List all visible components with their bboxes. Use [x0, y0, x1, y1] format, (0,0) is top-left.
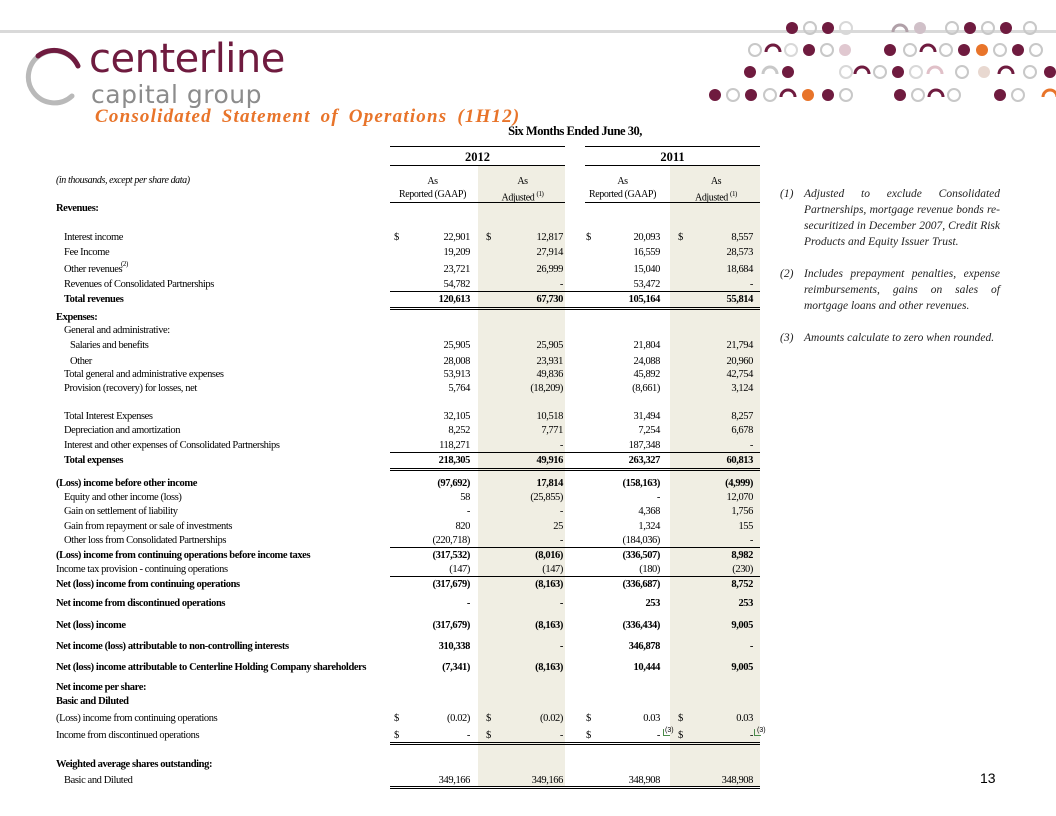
table-cell: 263,327	[628, 455, 660, 466]
row-label: (Loss) income from continuing operations before income taxes	[56, 550, 311, 561]
table-row	[0, 478, 770, 492]
table-cell: -	[559, 598, 563, 609]
table-row	[0, 203, 770, 217]
table-cell: 10,518	[536, 411, 563, 422]
table-cell: 349,166	[531, 775, 563, 786]
table-cell: 25	[553, 521, 563, 532]
table-cell: 4,368	[638, 506, 660, 517]
table-row	[0, 550, 770, 564]
table-cell: 27,914	[536, 247, 563, 258]
footnote-ref: (1)	[536, 190, 544, 198]
row-label: Revenues of Consolidated Partnerships	[64, 279, 214, 290]
table-row	[0, 325, 770, 339]
table-cell: -	[749, 279, 753, 290]
row-label: Net income per share:	[56, 682, 147, 693]
table-cell: 28,008	[443, 356, 470, 367]
table-cell: 49,836	[536, 369, 563, 380]
table-cell: 346,878	[628, 641, 660, 652]
table-cell: 21,794	[726, 340, 753, 351]
table-row	[0, 383, 770, 397]
table-cell: 53,472	[633, 279, 660, 290]
table-cell: (180)	[639, 564, 660, 575]
currency-symbol: $	[486, 730, 491, 741]
currency-symbol: $	[678, 232, 683, 243]
table-cell: (147)	[542, 564, 563, 575]
row-label: Provision (recovery) for losses, net	[64, 383, 197, 394]
col-header-line1: As	[427, 176, 438, 187]
table-cell: (7,341)	[442, 662, 470, 673]
rule	[585, 146, 760, 147]
page-number: 13	[980, 770, 996, 786]
table-cell: 105,164	[628, 294, 660, 305]
table-cell: 1,756	[731, 506, 753, 517]
row-label: Expenses:	[56, 312, 98, 323]
row-label: Other loss from Consolidated Partnerships	[64, 535, 227, 546]
table-row	[0, 369, 770, 383]
currency-symbol: $	[586, 713, 591, 724]
table-cell: 8,252	[448, 425, 470, 436]
table-cell: -	[466, 506, 470, 517]
table-cell: 820	[455, 521, 470, 532]
row-label: Income from discontinued operations	[56, 730, 200, 741]
table-cell: 118,271	[439, 440, 470, 451]
table-cell: (336,687)	[622, 579, 660, 590]
table-cell: (147)	[449, 564, 470, 575]
table-cell: 19,209	[443, 247, 470, 258]
table-row	[0, 312, 770, 326]
table-row	[0, 506, 770, 520]
table-cell: 0.03	[736, 713, 753, 724]
table-cell: -	[656, 730, 660, 741]
footnote-item	[780, 186, 1000, 250]
table-cell: 12,817	[536, 232, 563, 243]
rule	[390, 468, 760, 471]
rule	[390, 452, 760, 453]
table-row	[0, 294, 770, 308]
footnote-marker: (3)	[665, 727, 674, 734]
table-cell: -	[559, 535, 563, 546]
col-header-text: Adjusted	[695, 192, 728, 204]
footnote-item	[780, 266, 1000, 314]
table-row	[0, 759, 770, 773]
table-cell: 8,752	[731, 579, 753, 590]
table-cell: 15,040	[633, 264, 660, 275]
table-cell: 67,730	[536, 294, 563, 305]
table-cell: -	[466, 598, 470, 609]
table-cell: (336,507)	[622, 550, 660, 561]
table-cell: 24,088	[633, 356, 660, 367]
slide-title: Consolidated Statement of Operations (1H12)	[95, 106, 521, 127]
table-cell: 25,905	[443, 340, 470, 351]
table-cell: (317,679)	[432, 620, 470, 631]
table-cell: 155	[738, 521, 753, 532]
units-note: (in thousands, except per share data)	[56, 175, 190, 186]
row-label: (Loss) income from continuing operations	[56, 713, 218, 724]
row-label: Revenues:	[56, 203, 99, 214]
row-label: Gain on settlement of liability	[64, 506, 178, 517]
table-cell: 12,070	[726, 492, 753, 503]
col-header-reported-2012	[390, 175, 475, 201]
table-row	[0, 662, 770, 676]
table-row	[0, 356, 770, 370]
table-cell: 253	[738, 598, 753, 609]
row-label: Depreciation and amortization	[64, 425, 181, 436]
table-row	[0, 620, 770, 634]
table-cell: 120,613	[438, 294, 470, 305]
table-cell: 17,814	[536, 478, 563, 489]
footnotes	[780, 186, 1000, 362]
table-cell: (0.02)	[447, 713, 470, 724]
col-header-adjusted-2011	[672, 175, 760, 204]
table-cell: 26,999	[536, 264, 563, 275]
table-cell: -	[749, 730, 753, 741]
table-cell: -	[559, 440, 563, 451]
col-header-adjusted-2012	[480, 175, 565, 204]
row-label: General and administrative:	[64, 325, 170, 336]
table-cell: -	[559, 730, 563, 741]
table-row	[0, 696, 770, 710]
row-label: Equity and other income (loss)	[64, 492, 182, 503]
row-label: Total general and administrative expenses	[64, 369, 224, 380]
table-cell: (8,163)	[535, 620, 563, 631]
row-label: Other revenues	[64, 264, 123, 275]
table-cell: 10,444	[633, 662, 660, 673]
rule	[390, 146, 565, 147]
col-header-text: Reported (GAAP)	[398, 189, 467, 200]
table-cell: 28,573	[726, 247, 753, 258]
currency-symbol: $	[678, 730, 683, 741]
row-label: Net income (loss) attributable to non-controlling interests	[56, 641, 289, 652]
col-header-line2	[390, 188, 475, 201]
table-cell: 18,684	[726, 264, 753, 275]
footnote-text: Amounts calculate to zero when rounded.	[804, 332, 995, 344]
table-cell: 22,901	[443, 232, 470, 243]
col-header-reported-2011	[580, 175, 665, 201]
table-cell: 32,105	[443, 411, 470, 422]
row-label: Total Interest Expenses	[64, 411, 153, 422]
table-cell: (220,718)	[432, 535, 470, 546]
table-row	[0, 340, 770, 354]
table-row	[0, 641, 770, 655]
footnote-marker: (3)	[757, 727, 766, 734]
table-cell: 3,124	[731, 383, 753, 394]
period-header: Six Months Ended June 30,	[508, 124, 642, 138]
table-cell: 53,913	[443, 369, 470, 380]
table-cell: -	[559, 506, 563, 517]
currency-symbol: $	[678, 713, 683, 724]
rule	[390, 742, 760, 745]
table-cell: 8,557	[731, 232, 753, 243]
table-cell: 218,305	[438, 455, 470, 466]
table-row	[0, 682, 770, 696]
currency-symbol: $	[394, 713, 399, 724]
row-label: Net income from discontinued operations	[56, 598, 226, 609]
table-cell: 23,721	[443, 264, 470, 275]
table-cell: 45,892	[633, 369, 660, 380]
table-cell: (25,855)	[530, 492, 563, 503]
logo-text-primary: centerline	[89, 36, 285, 82]
table-cell: -	[559, 641, 563, 652]
footnote-ref: (1)	[730, 190, 737, 198]
row-label: Basic and Diluted	[64, 775, 133, 786]
row-label: Salaries and benefits	[70, 340, 149, 351]
logo-text-secondary: capital group	[91, 80, 263, 109]
table-cell: (18,209)	[530, 383, 563, 394]
year-2011: 2011	[660, 150, 685, 164]
table-cell: 25,905	[536, 340, 563, 351]
table-cell: 20,960	[726, 356, 753, 367]
table-cell: (317,679)	[432, 579, 470, 590]
row-label: Gain from repayment or sale of investments	[64, 521, 233, 532]
table-cell: (184,036)	[622, 535, 660, 546]
col-header-text: Adjusted	[501, 192, 535, 204]
footnote-item	[780, 330, 1000, 346]
table-cell: 0.03	[643, 713, 660, 724]
table-cell: 16,559	[633, 247, 660, 258]
table-cell: 7,771	[541, 425, 563, 436]
col-header-line1: As	[517, 176, 528, 187]
col-header-line1: As	[710, 176, 722, 187]
row-label: (Loss) income before other income	[56, 478, 197, 489]
row-label: Interest and other expenses of Consolidated Partnerships	[64, 440, 280, 451]
table-cell: -	[466, 730, 470, 741]
year-2012: 2012	[465, 150, 490, 164]
currency-symbol: $	[586, 232, 591, 243]
col-header-text: Reported (GAAP)	[588, 189, 657, 200]
table-cell: 348,908	[628, 775, 660, 786]
row-label: Other	[70, 356, 92, 367]
table-cell: 310,338	[438, 641, 470, 652]
table-cell: -	[749, 641, 753, 652]
rule	[390, 307, 760, 310]
table-cell: -	[656, 492, 660, 503]
table-cell: (8,016)	[535, 550, 563, 561]
table-cell: 187,348	[628, 440, 660, 451]
table-cell: (8,163)	[535, 579, 563, 590]
table-cell: 7,254	[638, 425, 660, 436]
row-label: Net (loss) income	[56, 620, 126, 631]
footnote-number: (3)	[780, 332, 794, 344]
table-cell: 1,324	[638, 521, 660, 532]
table-row	[0, 713, 770, 727]
table-row	[0, 260, 770, 278]
currency-symbol: $	[394, 730, 399, 741]
rule	[390, 165, 565, 166]
col-header-line2	[580, 188, 665, 201]
table-cell: 8,982	[731, 550, 753, 561]
table-cell: -	[559, 279, 563, 290]
table-cell: 42,754	[726, 369, 753, 380]
footnote-number: (2)	[780, 268, 794, 280]
table-cell: 21,804	[633, 340, 660, 351]
table-row	[0, 455, 770, 469]
footnote-text: Includes prepayment penalties, expense reimbursements, gains on sales of mortgage loans and other revenues.	[804, 268, 1000, 312]
table-cell: 349,166	[438, 775, 470, 786]
row-label: Total expenses	[64, 455, 124, 466]
rule	[585, 165, 760, 166]
table-cell: 55,814	[726, 294, 753, 305]
table-cell: 348,908	[721, 775, 753, 786]
table-row	[0, 425, 770, 439]
table-cell: -	[749, 535, 753, 546]
table-cell: 6,678	[731, 425, 753, 436]
table-cell: (8,661)	[632, 383, 660, 394]
table-cell: 23,931	[536, 356, 563, 367]
rule	[390, 576, 760, 577]
table-cell: 253	[645, 598, 660, 609]
row-label: Total revenues	[64, 294, 124, 305]
footnote-text: Adjusted to exclude Consolidated Partnerships, mortgage revenue bonds re-securitized in December 2007, Credit Risk Products and Equity Issuer Trust.	[804, 188, 1000, 248]
row-label: Basic and Diluted	[56, 696, 129, 707]
footnote-ref: (2)	[121, 260, 128, 268]
table-row	[0, 598, 770, 612]
row-label: Fee Income	[64, 247, 110, 258]
table-cell: -	[749, 440, 753, 451]
rule	[390, 547, 760, 548]
table-cell: 5,764	[448, 383, 470, 394]
table-cell: 49,916	[536, 455, 563, 466]
table-row	[0, 521, 770, 535]
currency-symbol: $	[486, 232, 491, 243]
row-label: Net (loss) income attributable to Centerline Holding Company shareholders	[56, 662, 367, 673]
table-row	[0, 232, 770, 246]
rule	[390, 291, 760, 292]
table-row	[0, 579, 770, 593]
table-row	[0, 247, 770, 261]
rule	[390, 786, 760, 789]
table-cell: 31,494	[633, 411, 660, 422]
row-label: Interest income	[64, 232, 124, 243]
currency-symbol: $	[394, 232, 399, 243]
table-cell: 58	[460, 492, 470, 503]
table-cell: 20,093	[633, 232, 660, 243]
table-cell: 60,813	[726, 455, 753, 466]
row-label: Income tax provision - continuing operations	[56, 564, 228, 575]
col-header-line1: As	[617, 176, 628, 187]
currency-symbol: $	[586, 730, 591, 741]
table-cell: 54,782	[443, 279, 470, 290]
table-cell: (0.02)	[540, 713, 563, 724]
table-row	[0, 492, 770, 506]
table-cell: 9,005	[731, 620, 753, 631]
table-cell: (158,163)	[622, 478, 660, 489]
table-cell: (97,692)	[437, 478, 470, 489]
table-cell: (336,434)	[622, 620, 660, 631]
table-cell: 8,257	[731, 411, 753, 422]
table-cell: (317,532)	[432, 550, 470, 561]
table-cell: 9,005	[731, 662, 753, 673]
currency-symbol: $	[486, 713, 491, 724]
table-row	[0, 411, 770, 425]
table-cell: (8,163)	[535, 662, 563, 673]
row-label: Net (loss) income from continuing operations	[56, 579, 240, 590]
footnote-number: (1)	[780, 188, 794, 200]
table-cell: (230)	[732, 564, 753, 575]
row-label: Weighted average shares outstanding:	[56, 759, 213, 770]
table-cell: (4,999)	[725, 478, 753, 489]
